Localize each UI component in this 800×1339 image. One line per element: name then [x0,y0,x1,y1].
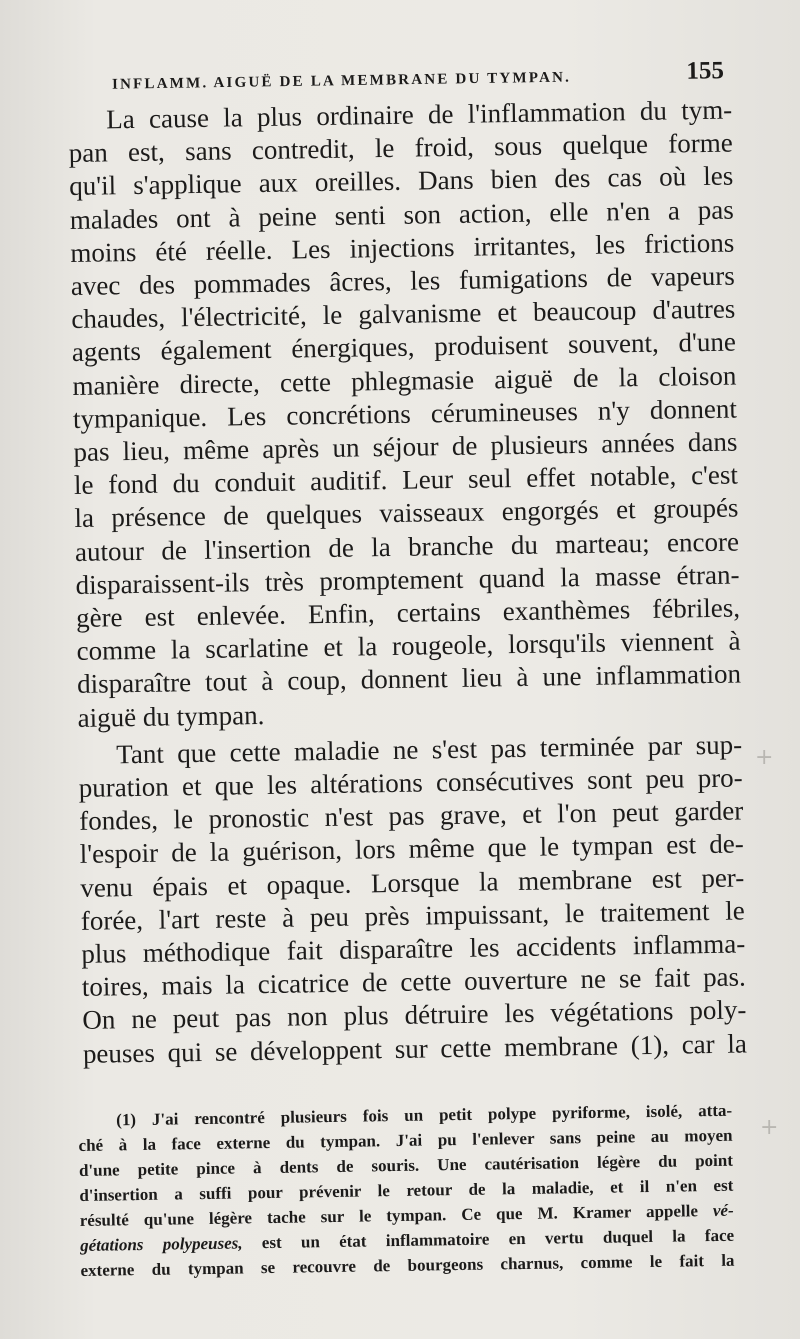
crop-mark-icon: + [760,1115,779,1140]
text-line: pas lieu, même après un séjour de plusieurs années dans [73,426,738,467]
text-line: puration et que les altérations consécutives sont peu pro- [78,762,743,803]
text-line: agents également énergiques, produisent souvent, d'une [71,326,737,368]
footnote-line: d'insertion a suffi pour prévenir le retour de la maladie, et il n'en est [79,1175,734,1205]
text-line: tympanique. Les concrétions cérumineuses n'y donnent [72,393,738,434]
text-line: manière directe, cette phlegmasie aiguë de la cloison [72,360,737,401]
footnote [78,1098,735,1283]
footnote-line: ché à la face externe du tympan. J'ai pu l'enlever sans peine au moyen [78,1125,733,1155]
text-line: l'espoir de la guérison, lors même que le tympan est de- [79,828,744,870]
footnote-text: résulté qu'une légère tache sur le tympan. Ce que M. Kramer appelle [79,1201,714,1230]
text-line: avec des pommades âcres, les fumigations de vapeurs [70,260,736,301]
text-line: le fond du conduit auditif. Leur seul effet notable, c'est [73,459,739,501]
text-line: La cause la plus ordinaire de l'inflammation du tym- [106,94,733,135]
text-line: gère est enlevée. Enfin, certains exanthèmes fébriles, [75,592,741,633]
text-line: disparaître tout à coup, donnent lieu à une inflammation [76,658,742,700]
text-line: peuses qui se développent sur cette membrane (1), car la [82,1028,748,1069]
text-line: la présence de quelques vaisseaux engorgés et groupés [74,492,739,534]
text-line: forée, l'art reste à peu près impuissant, le traitement le [80,895,745,936]
text-line: fondes, le pronostic n'est pas grave, et l'on peut garder [79,795,744,837]
text-line: malades ont à peine senti son action, elle n'en a pas [69,194,734,235]
running-title: INFLAMM. AIGUË DE LA MEMBRANE DU TYMPAN. [111,69,572,93]
text-line: aiguë du tympan. [77,699,265,733]
footnote-italic-text: gétations polypeuses, [80,1233,243,1255]
text-line: venu épais et opaque. Lorsque la membrane est per- [80,862,745,903]
footnote-line: d'une petite pince à dents de souris. Une cautérisation légère du point [78,1150,734,1180]
text-line: autour de l'insertion de la branche du marteau; encore [74,526,740,567]
footnote-line: externe du tympan se recouvre de bourgeons charnus, comme le fait la [80,1250,735,1280]
text-line: Tant que cette maladie ne s'est pas terminée par sup- [115,729,743,770]
crop-mark-icon: + [755,745,774,770]
footnote-italic-text: vé- [712,1200,734,1221]
text-line: toires, mais la cicatrice de cette ouverture ne se fait pas. [81,961,747,1003]
text-line: pan est, sans contredit, le froid, sous quelque forme [68,127,733,169]
text-line: moins été réelle. Les injections irritantes, les frictions [70,227,735,268]
text-line: plus méthodique fait disparaître les accidents inflamma- [81,928,746,969]
main-text [68,94,747,1071]
text-line: disparaissent-ils très promptement quand la masse étran- [75,559,740,600]
text-line: comme la scarlatine et la rougeole, lorsqu'ils viennent à [76,625,741,667]
page-number: 155 [686,57,725,85]
paragraph [68,94,742,735]
text-line: chaudes, l'électricité, le galvanisme et beaucoup d'autres [71,293,736,335]
footnote-line: (1) J'ai rencontré plusieurs fois un petit polype pyriforme, isolé, atta- [116,1100,733,1130]
text-line: qu'il s'applique aux oreilles. Dans bien des cas où les [69,160,734,202]
footnote-text: est un état inflammatoire en vertu duquel la face [242,1225,735,1253]
paragraph [78,728,747,1070]
text-line: On ne peut pas non plus détruire les végétations poly- [82,994,747,1036]
